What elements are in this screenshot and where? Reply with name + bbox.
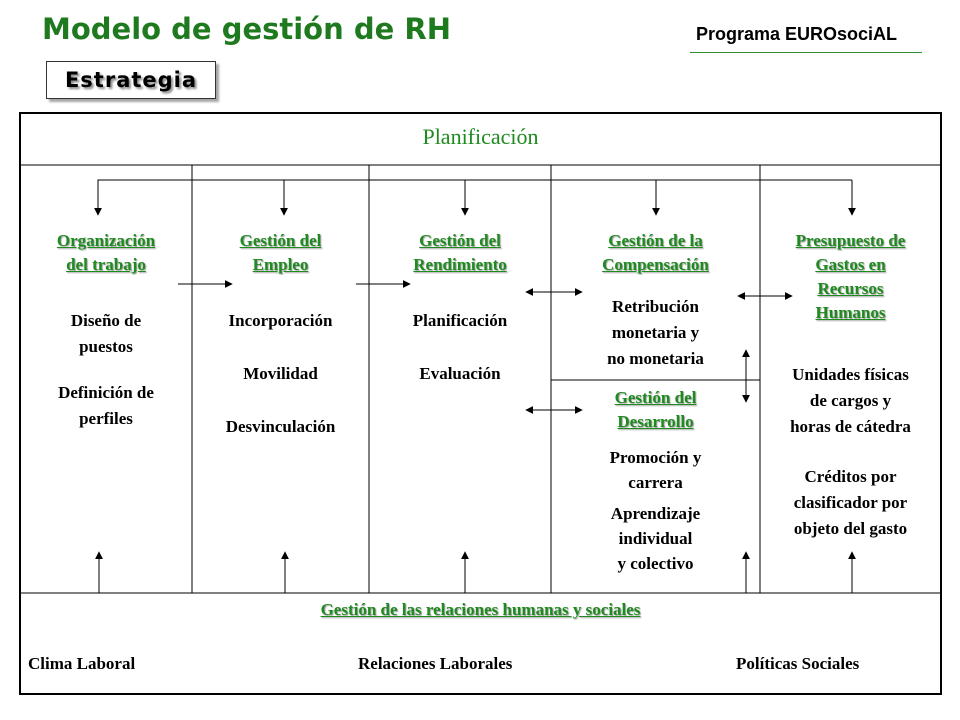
column-title-line: Organización (56, 231, 156, 250)
column-item: Unidades físicas (792, 365, 909, 384)
column-rendimiento-items (369, 308, 551, 387)
column-empleo-items (192, 308, 369, 440)
column-item: de cargos y (809, 391, 892, 410)
program-label: Programa EUROsociAL (696, 24, 898, 44)
column-item: individual (618, 529, 693, 548)
column-title-line: Empleo (252, 255, 309, 274)
top-distribution-line (98, 180, 852, 215)
bottom-item-relaciones: Relaciones Laborales (358, 654, 513, 673)
column-item: carrera (628, 473, 683, 492)
column-title-line: Compensación (602, 255, 709, 274)
column-item: Planificación (412, 311, 508, 330)
column-title-line: Humanos (815, 303, 886, 322)
column-title-line: Gestión de la (608, 231, 703, 250)
column-title-line: del trabajo (66, 255, 146, 274)
column-item: Retribución (612, 297, 699, 316)
column-item: no monetaria (607, 349, 704, 368)
column-item: Diseño de (70, 311, 142, 330)
column-item: objeto del gasto (793, 519, 908, 538)
column-item: Definición de (58, 383, 154, 402)
column-item: Incorporación (228, 311, 333, 330)
column-item: monetaria y (611, 323, 700, 342)
column-item: puestos (79, 337, 133, 356)
column-item: Promoción y (609, 448, 702, 467)
page-title: Modelo de gestión de RH (42, 12, 451, 46)
bottom-item-clima: Clima Laboral (28, 654, 136, 673)
column-title-line: Rendimiento (413, 255, 507, 274)
column-item: perfiles (79, 409, 133, 428)
column-compensacion (551, 229, 760, 277)
column-item: Créditos por (804, 467, 897, 486)
column-item: Evaluación (419, 364, 501, 383)
column-title-line: Gestión del (419, 231, 501, 250)
column-organizacion-items (20, 308, 192, 432)
column-item: Movilidad (243, 364, 318, 383)
column-title-line: Desarrollo (617, 412, 694, 431)
column-desarrollo (551, 386, 760, 434)
column-item: Desvinculación (225, 417, 336, 436)
column-rendimiento (369, 229, 551, 277)
column-organizacion (20, 229, 192, 277)
column-item: y colectivo (617, 554, 694, 573)
column-empleo (192, 229, 369, 277)
column-title-line: Recursos (817, 279, 884, 298)
column-title-line: Gestión del (614, 388, 697, 407)
column-presupuesto-items (760, 362, 941, 542)
column-presupuesto (760, 229, 941, 325)
column-desarrollo-items (551, 445, 760, 576)
column-title-line: Gestión del (239, 231, 322, 250)
column-title-line: Presupuesto de (795, 231, 906, 250)
estrategia-badge: Estrategia (46, 61, 216, 99)
column-item: horas de cátedra (790, 417, 911, 436)
column-compensacion-items (551, 294, 760, 372)
column-title-line: Gastos en (815, 255, 886, 274)
planificacion-label: Planificación (422, 124, 539, 149)
column-item: clasificador por (793, 493, 908, 512)
column-item: Aprendizaje (610, 504, 701, 523)
bottom-item-politicas: Políticas Sociales (736, 654, 860, 673)
bottom-title: Gestión de las relaciones humanas y sociales (320, 600, 641, 619)
